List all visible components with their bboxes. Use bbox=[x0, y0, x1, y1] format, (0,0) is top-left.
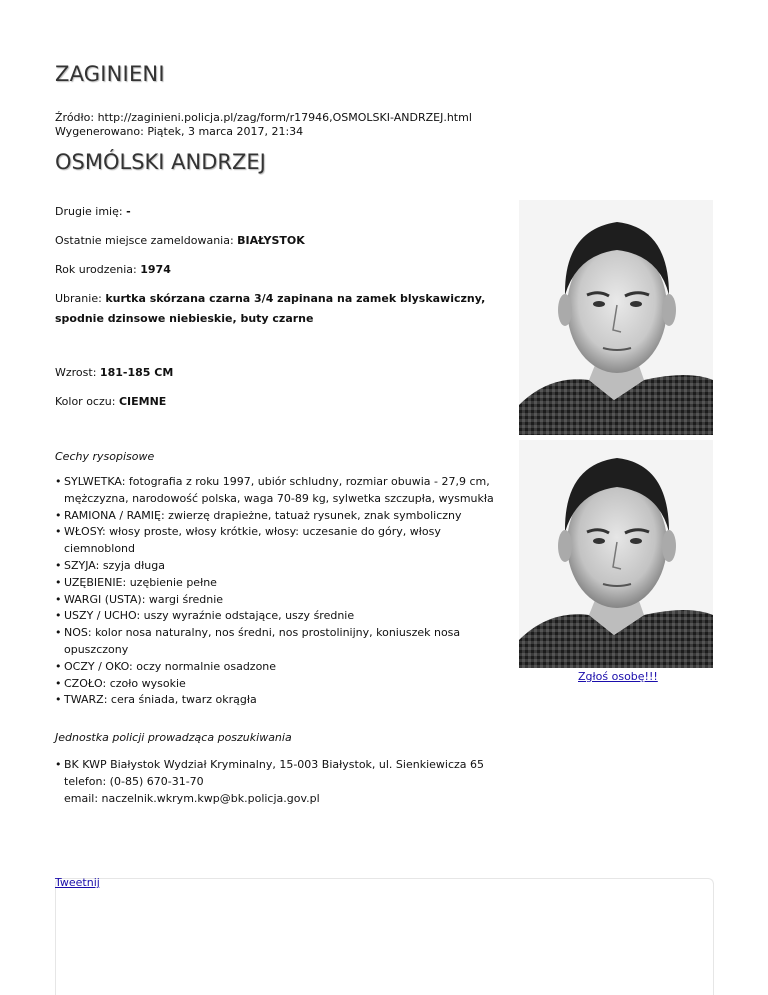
feature-item: • SYLWETKA: fotografia z roku 1997, ubiór schludny, rozmiar obuwia - 27,9 cm, mężczyzna, narodowość polska, waga 70-89 kg, sylwetka szczupła, wysmukła bbox=[55, 474, 515, 508]
field-label: Rok urodzenia: bbox=[55, 263, 137, 276]
feature-item: • SZYJA: szyja długa bbox=[55, 558, 515, 575]
feature-item: • OCZY / OKO: oczy normalnie osadzone bbox=[55, 659, 515, 676]
field-value: - bbox=[126, 205, 131, 218]
police-unit-name: • BK KWP Białystok Wydział Kryminalny, 15-003 Białystok, ul. Sienkiewicza 65 bbox=[64, 758, 485, 771]
feature-item: • USZY / UCHO: uszy wyraźnie odstające, uszy średnie bbox=[55, 608, 515, 625]
tweet-link[interactable]: Tweetnij bbox=[55, 876, 100, 889]
features-heading: Cechy rysopisowe bbox=[55, 450, 155, 463]
field-last-residence bbox=[55, 231, 305, 251]
feature-item: • WARGI (USTA): wargi średnie bbox=[55, 592, 515, 609]
feature-item: • NOS: kolor nosa naturalny, nos średni, nos prostolinijny, koniuszek nosa opuszczony bbox=[55, 625, 515, 659]
feature-item: • CZOŁO: czoło wysokie bbox=[55, 676, 515, 693]
field-value: 181-185 CM bbox=[99, 366, 174, 379]
person-photo-image bbox=[519, 200, 713, 435]
police-unit-list bbox=[55, 756, 535, 807]
police-unit-email: email: naczelnik.wkrym.kwp@bk.policja.gov.pl bbox=[64, 792, 320, 805]
features-list bbox=[55, 474, 515, 709]
field-value: CIEMNE bbox=[118, 395, 167, 408]
report-person-link[interactable]: Zgłoś osobę!!! bbox=[578, 670, 658, 683]
field-label: Drugie imię: bbox=[55, 205, 123, 218]
field-value: kurtka skórzana czarna 3/4 zapinana na zamek blyskawiczny, spodnie dzinsowe niebieskie, buty czarne bbox=[55, 292, 486, 325]
police-unit-heading: Jednostka policji prowadząca poszukiwania bbox=[55, 731, 292, 744]
site-title: ZAGINIENI bbox=[55, 62, 165, 86]
field-label: Kolor oczu: bbox=[55, 395, 116, 408]
person-name: OSMÓLSKI ANDRZEJ bbox=[55, 150, 266, 174]
feature-item: • WŁOSY: włosy proste, włosy krótkie, włosy: uczesanie do góry, włosy ciemnoblond bbox=[55, 524, 515, 558]
field-height bbox=[55, 363, 173, 383]
field-clothing bbox=[55, 289, 525, 329]
feature-item: • TWARZ: cera śniada, twarz okrągła bbox=[55, 692, 515, 709]
feature-item: • UZĘBIENIE: uzębienie pełne bbox=[55, 575, 515, 592]
field-eye-color bbox=[55, 392, 166, 412]
field-label: Ostatnie miejsce zameldowania: bbox=[55, 234, 234, 247]
field-value: 1974 bbox=[140, 263, 171, 276]
person-photo bbox=[519, 440, 713, 668]
field-value: BIAŁYSTOK bbox=[237, 234, 305, 247]
field-middle-name bbox=[55, 202, 131, 222]
field-label: Ubranie: bbox=[55, 292, 102, 305]
meta-info bbox=[55, 111, 472, 139]
tweet-widget-frame bbox=[55, 878, 714, 995]
person-photo bbox=[519, 200, 713, 435]
field-label: Wzrost: bbox=[55, 366, 97, 379]
person-photo-image bbox=[519, 440, 713, 668]
police-unit-item bbox=[55, 756, 535, 807]
police-unit-phone: telefon: (0-85) 670-31-70 bbox=[64, 775, 204, 788]
generated-line: Wygenerowano: Piątek, 3 marca 2017, 21:34 bbox=[55, 125, 304, 138]
field-birth-year bbox=[55, 260, 171, 280]
source-line: Źródło: http://zaginieni.policja.pl/zag/form/r17946,OSMOLSKI-ANDRZEJ.html bbox=[55, 111, 472, 124]
feature-item: • RAMIONA / RAMIĘ: zwierzę drapieżne, tatuaż rysunek, znak symboliczny bbox=[55, 508, 515, 525]
